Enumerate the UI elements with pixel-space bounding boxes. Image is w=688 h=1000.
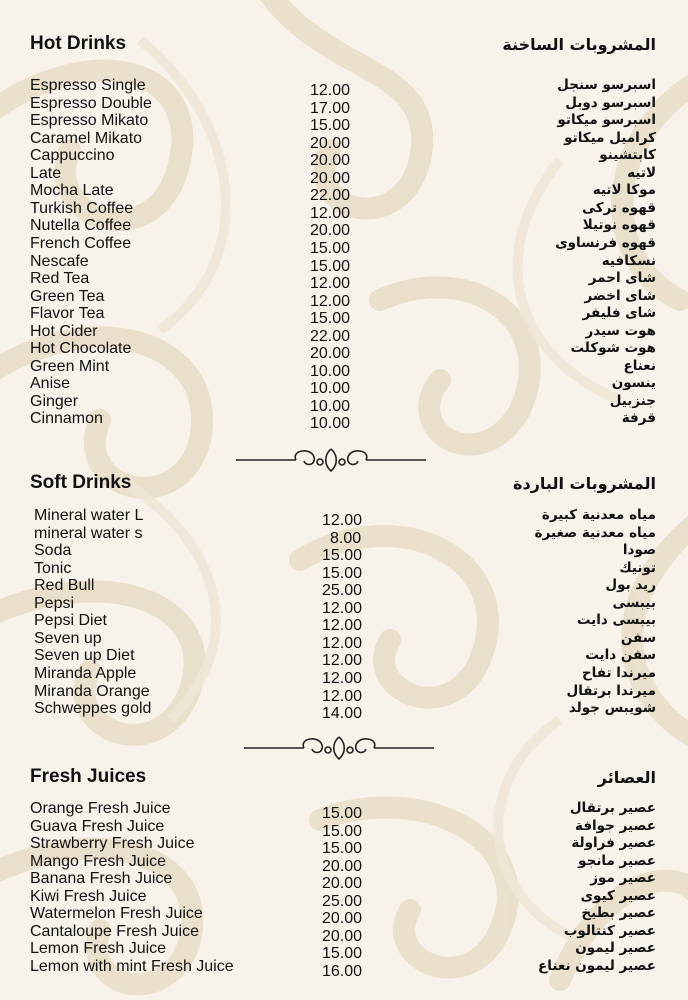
item-price: 12.00 bbox=[310, 275, 351, 293]
item-name-en: Pepsi Diet bbox=[34, 612, 107, 630]
item-name-ar: عصير كيوى bbox=[580, 887, 656, 904]
item-name-ar: ريد بول bbox=[605, 577, 656, 594]
item-name-ar: هوت شوكلت bbox=[570, 340, 656, 357]
menu-item bbox=[0, 922, 688, 945]
menu-item bbox=[0, 559, 688, 582]
menu-item bbox=[0, 594, 688, 617]
item-name-en: Mineral water L bbox=[34, 507, 144, 524]
item-name-en: mineral water s bbox=[34, 524, 143, 542]
item-price: 15.00 bbox=[322, 822, 363, 840]
menu-item bbox=[0, 270, 688, 293]
item-name-ar: مياه معدنية صغيرة bbox=[534, 524, 656, 541]
menu-item bbox=[0, 835, 688, 858]
menu-item bbox=[0, 375, 688, 398]
item-name-en: Miranda Apple bbox=[34, 664, 137, 682]
menu-item bbox=[0, 700, 688, 723]
item-price: 12.00 bbox=[310, 204, 351, 222]
item-name-ar: هوت سيدر bbox=[585, 322, 656, 339]
section-title-en: Fresh Juices bbox=[30, 766, 147, 787]
item-price: 15.00 bbox=[310, 310, 351, 328]
item-name-ar: كراميل ميكاتو bbox=[564, 129, 656, 146]
menu-item bbox=[0, 507, 688, 529]
item-name-ar: عصير ليمون نعناع bbox=[538, 957, 656, 974]
item-price: 20.00 bbox=[322, 875, 363, 893]
item-price: 25.00 bbox=[322, 892, 363, 910]
item-price: 12.00 bbox=[322, 634, 363, 652]
item-price: 12.00 bbox=[322, 512, 363, 529]
menu-item bbox=[0, 682, 688, 705]
item-name-ar: ينسون bbox=[611, 375, 656, 392]
item-name-ar: تونيك bbox=[619, 559, 656, 576]
menu-item bbox=[0, 147, 688, 170]
item-name-en: Mocha Late bbox=[30, 182, 114, 200]
item-name-ar: عصير ليمون bbox=[575, 940, 656, 957]
item-name-en: Flavor Tea bbox=[30, 305, 105, 323]
menu-item bbox=[0, 647, 688, 670]
menu-item bbox=[0, 870, 688, 893]
item-name-en: Late bbox=[30, 164, 62, 182]
menu-item bbox=[0, 612, 688, 635]
item-name-en: Green Mint bbox=[30, 357, 110, 375]
item-price: 20.00 bbox=[310, 222, 351, 240]
item-price: 15.00 bbox=[322, 564, 363, 582]
item-price: 20.00 bbox=[310, 345, 351, 363]
item-name-en: Schweppes gold bbox=[34, 700, 152, 718]
menu-item bbox=[0, 542, 688, 565]
item-name-en: Caramel Mikato bbox=[30, 129, 143, 147]
item-name-ar: عصير برتقال bbox=[569, 800, 656, 816]
menu-item bbox=[0, 410, 688, 433]
item-price: 12.00 bbox=[322, 617, 363, 635]
item-name-en: French Coffee bbox=[30, 234, 132, 252]
item-price: 16.00 bbox=[322, 962, 363, 980]
item-name-en: Lemon Fresh Juice bbox=[30, 940, 167, 958]
item-price: 12.00 bbox=[322, 669, 363, 687]
item-name-ar: عصير مانجو bbox=[578, 852, 656, 869]
menu-item bbox=[0, 252, 688, 275]
menu-item bbox=[0, 322, 688, 345]
item-price: 12.00 bbox=[322, 599, 363, 617]
item-name-ar: جنزبيل bbox=[609, 392, 656, 409]
menu-item bbox=[0, 129, 688, 152]
section-title-ar: العصائر bbox=[597, 768, 656, 787]
item-name-ar: نعناع bbox=[623, 357, 656, 374]
menu-item bbox=[0, 234, 688, 257]
item-name-ar: اسبرسو دوبل bbox=[565, 94, 656, 111]
item-name-ar: عصير بطيخ bbox=[581, 905, 656, 922]
item-name-ar: اسبرسو سنجل bbox=[557, 77, 656, 93]
menu-item bbox=[0, 664, 688, 687]
item-price: 15.00 bbox=[310, 257, 351, 275]
item-name-en: Hot Cider bbox=[30, 322, 98, 340]
item-name-ar: قهوه تركى bbox=[582, 199, 656, 216]
item-price: 22.00 bbox=[310, 327, 351, 345]
item-name-en: Banana Fresh Juice bbox=[30, 870, 173, 888]
item-name-ar: قرفة bbox=[621, 410, 656, 427]
item-name-en: Lemon with mint Fresh Juice bbox=[30, 957, 234, 975]
menu-item bbox=[0, 94, 688, 117]
item-name-ar: سفن bbox=[620, 629, 656, 646]
ornament-divider bbox=[236, 445, 426, 475]
menu-item bbox=[0, 112, 688, 135]
item-price: 10.00 bbox=[310, 397, 351, 415]
item-name-en: Nutella Coffee bbox=[30, 217, 132, 235]
item-name-ar: عصير فراولة bbox=[571, 835, 656, 852]
item-price: 22.00 bbox=[310, 187, 351, 205]
item-name-en: Hot Chocolate bbox=[30, 340, 132, 358]
item-name-ar: صودا bbox=[622, 542, 656, 559]
item-name-ar: شاى اخضر bbox=[584, 287, 656, 304]
item-name-en: Guava Fresh Juice bbox=[30, 817, 165, 835]
item-name-ar: نسكافيه bbox=[601, 252, 656, 269]
item-name-en: Orange Fresh Juice bbox=[30, 800, 171, 817]
item-price: 12.00 bbox=[322, 687, 363, 705]
item-name-en: Red Tea bbox=[30, 270, 90, 288]
menu-item bbox=[0, 629, 688, 652]
item-price: 20.00 bbox=[322, 910, 363, 928]
menu-item bbox=[0, 817, 688, 840]
item-price: 12.00 bbox=[310, 292, 351, 310]
menu-item bbox=[0, 217, 688, 240]
item-price: 14.00 bbox=[322, 705, 363, 723]
item-name-ar: سفن دايت bbox=[585, 647, 656, 664]
item-name-en: Espresso Mikato bbox=[30, 112, 149, 130]
item-name-en: Nescafe bbox=[30, 252, 89, 270]
item-price: 8.00 bbox=[330, 529, 362, 547]
item-name-en: Green Tea bbox=[30, 287, 105, 305]
item-name-en: Cinnamon bbox=[30, 410, 103, 428]
menu-item bbox=[0, 392, 688, 415]
item-price: 15.00 bbox=[322, 547, 363, 565]
menu-item bbox=[0, 957, 688, 980]
item-price: 17.00 bbox=[310, 99, 351, 117]
menu-item bbox=[0, 940, 688, 963]
item-name-en: Mango Fresh Juice bbox=[30, 852, 167, 870]
section-title-en: Hot Drinks bbox=[30, 33, 127, 54]
item-name-ar: شاى فليفر bbox=[582, 305, 656, 322]
item-name-ar: بيبسى دايت bbox=[576, 612, 656, 629]
item-name-ar: موكا لاتيه bbox=[592, 182, 656, 199]
section-title-ar: المشروبات الباردة bbox=[513, 474, 656, 493]
menu-item bbox=[0, 852, 688, 875]
item-price: 12.00 bbox=[310, 82, 351, 99]
item-price: 15.00 bbox=[310, 239, 351, 257]
item-price: 10.00 bbox=[310, 362, 351, 380]
menu-item bbox=[0, 905, 688, 928]
item-name-en: Miranda Orange bbox=[34, 682, 150, 700]
menu-item bbox=[0, 199, 688, 222]
item-name-ar: عصير جوافة bbox=[575, 817, 656, 834]
item-name-en: Anise bbox=[30, 375, 71, 393]
menu-item bbox=[0, 77, 688, 99]
menu-item bbox=[0, 340, 688, 363]
item-name-ar: كابتشينو bbox=[599, 147, 656, 164]
item-name-ar: قهوه نوتيلا bbox=[582, 217, 656, 234]
menu-item bbox=[0, 182, 688, 205]
item-price: 15.00 bbox=[322, 805, 363, 822]
item-name-en: Kiwi Fresh Juice bbox=[30, 887, 147, 905]
menu-item bbox=[0, 357, 688, 380]
item-name-ar: مياه معدنية كبيرة bbox=[541, 507, 656, 523]
item-price: 10.00 bbox=[310, 415, 351, 433]
item-name-en: Watermelon Fresh Juice bbox=[30, 905, 203, 923]
item-price: 20.00 bbox=[310, 152, 351, 170]
item-price: 20.00 bbox=[310, 134, 351, 152]
item-price: 15.00 bbox=[322, 840, 363, 858]
menu-item bbox=[0, 287, 688, 310]
item-price: 15.00 bbox=[322, 945, 363, 963]
menu-item bbox=[0, 524, 688, 547]
item-price: 20.00 bbox=[322, 857, 363, 875]
item-price: 20.00 bbox=[322, 927, 363, 945]
item-price: 12.00 bbox=[322, 652, 363, 670]
item-name-en: Red Bull bbox=[34, 577, 95, 595]
item-name-ar: شويبس جولد bbox=[568, 700, 656, 717]
item-price: 20.00 bbox=[310, 169, 351, 187]
menu-item bbox=[0, 800, 688, 822]
item-name-ar: عصير موز bbox=[590, 870, 656, 887]
item-name-ar: اسبرسو ميكاتو bbox=[557, 112, 656, 129]
item-price: 25.00 bbox=[322, 582, 363, 600]
item-price: 10.00 bbox=[310, 380, 351, 398]
item-name-en: Espresso Single bbox=[30, 77, 146, 94]
item-name-en: Turkish Coffee bbox=[30, 199, 134, 217]
item-name-en: Ginger bbox=[30, 392, 79, 410]
item-name-en: Soda bbox=[34, 542, 72, 560]
menu-item bbox=[0, 887, 688, 910]
item-name-en: Cantaloupe Fresh Juice bbox=[30, 922, 199, 940]
item-name-en: Seven up Diet bbox=[34, 647, 135, 665]
item-name-en: Tonic bbox=[34, 559, 72, 577]
menu-item bbox=[0, 577, 688, 600]
item-name-en: Cappuccino bbox=[30, 147, 115, 165]
ornament-divider bbox=[244, 733, 434, 763]
item-name-ar: ميرندا تفاح bbox=[581, 664, 656, 681]
item-name-en: Seven up bbox=[34, 629, 102, 647]
item-name-ar: عصير كنتالوب bbox=[563, 922, 656, 939]
item-name-en: Espresso Double bbox=[30, 94, 152, 112]
menu-item bbox=[0, 305, 688, 328]
item-name-en: Pepsi bbox=[34, 594, 75, 612]
item-price: 15.00 bbox=[310, 117, 351, 135]
item-name-ar: بيبسى bbox=[612, 594, 656, 611]
item-name-ar: قهوه فرنساوى bbox=[555, 234, 656, 251]
item-name-ar: شاى احمر bbox=[588, 270, 656, 287]
item-name-ar: لاتيه bbox=[627, 164, 656, 181]
item-name-ar: ميرندا برتقال bbox=[566, 682, 656, 699]
section-title-ar: المشروبات الساخنة bbox=[502, 35, 656, 54]
menu-item bbox=[0, 164, 688, 187]
section-title-en: Soft Drinks bbox=[30, 472, 132, 493]
item-name-en: Strawberry Fresh Juice bbox=[30, 835, 195, 853]
